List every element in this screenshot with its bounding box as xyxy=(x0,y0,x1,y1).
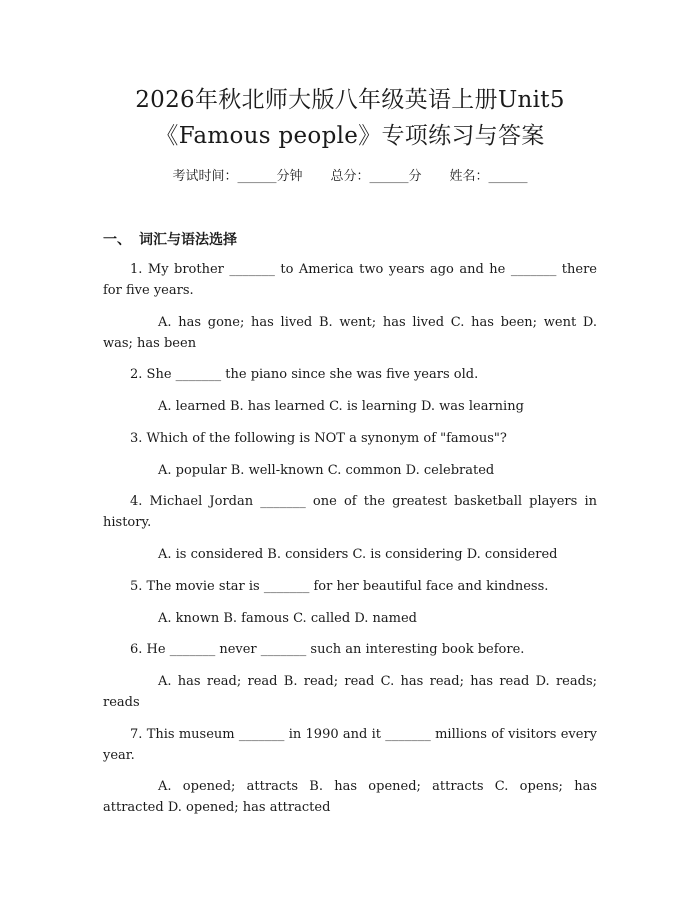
question-options: A. has read; read B. read; read C. has read; has read D. reads; reads xyxy=(103,674,597,710)
question-stem: 2. She _______ the piano since she was five years old. xyxy=(130,367,479,382)
name-field: 姓名：______ xyxy=(449,169,528,184)
question-options: A. has gone; has lived B. went; has lived C. has been; went D. was; has been xyxy=(103,315,597,351)
question-options: A. opened; attracts B. has opened; attracts C. opens; has attracted D. opened; has attracted xyxy=(103,779,597,815)
question-options: A. is considered B. considers C. is considering D. considered xyxy=(158,547,558,562)
document-title-line1: 2026年秋北师大版八年级英语上册Unit5 xyxy=(135,87,565,113)
question-stem: 6. He _______ never _______ such an interesting book before. xyxy=(130,642,525,657)
question-stem: 7. This museum _______ in 1990 and it _______ millions of visitors every year. xyxy=(103,727,597,763)
exam-info xyxy=(0,168,700,186)
question-stem: 1. My brother _______ to America two years ago and he _______ there for five years. xyxy=(103,262,597,298)
section-heading xyxy=(103,229,237,249)
document-title-line2: 《Famous people》专项练习与答案 xyxy=(155,123,545,149)
section-number: 一、 xyxy=(103,232,131,248)
section-title: 词汇与语法选择 xyxy=(139,232,237,248)
question-options: A. popular B. well-known C. common D. celebrated xyxy=(158,463,495,478)
exam-time-field: 考试时间：______分钟 xyxy=(172,169,303,184)
question-options: A. learned B. has learned C. is learning D. was learning xyxy=(158,399,524,414)
question-stem: 4. Michael Jordan _______ one of the greatest basketball players in history. xyxy=(103,494,597,530)
question-stem: 3. Which of the following is NOT a synonym of "famous"? xyxy=(130,431,507,446)
question-options: A. known B. famous C. called D. named xyxy=(158,611,418,626)
question-stem: 5. The movie star is _______ for her beautiful face and kindness. xyxy=(130,579,549,594)
total-score-field: 总分：______分 xyxy=(330,169,422,184)
